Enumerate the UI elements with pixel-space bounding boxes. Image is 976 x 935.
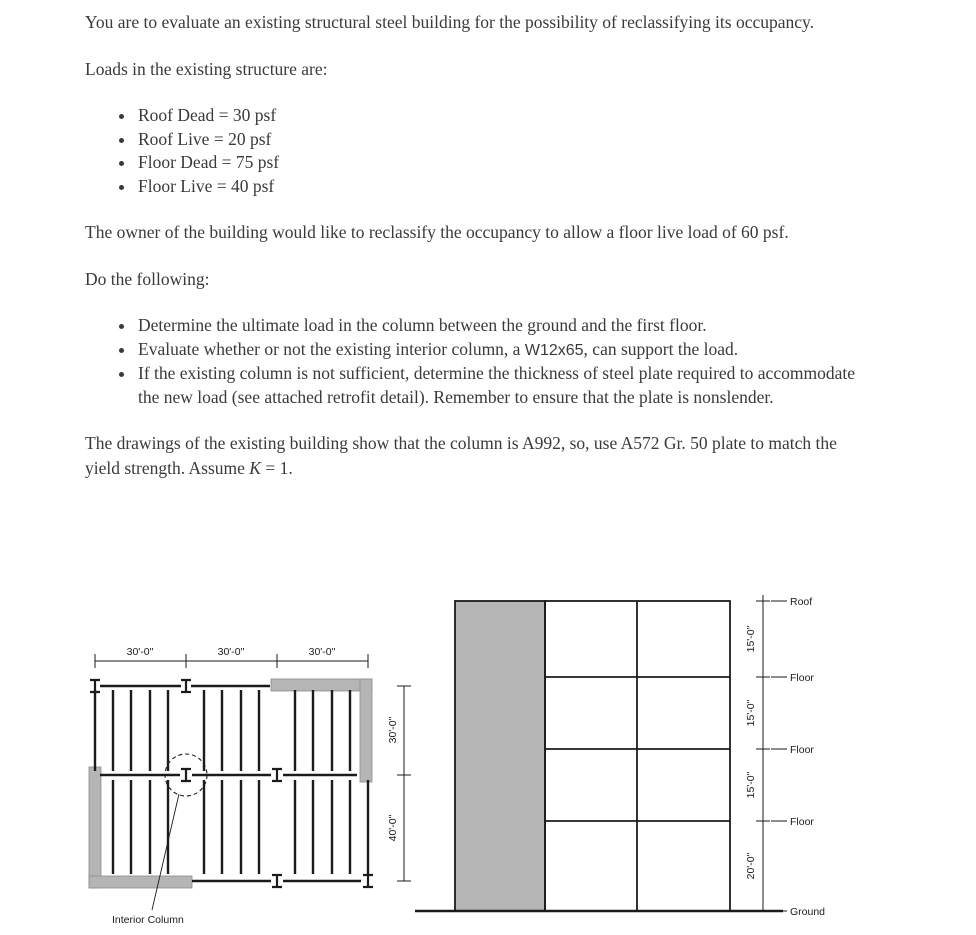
plan-column-symbols (90, 680, 373, 887)
task2-text-pre: Evaluate whether or not the existing interior column, a (138, 338, 525, 359)
owner-paragraph: The owner of the building would like to reclassify the occupancy to allow a floor live load of 60 psf. (85, 222, 789, 242)
plan-dim-label-bay1: 30'-0" (126, 646, 154, 658)
column-symbol (363, 875, 373, 887)
column-symbol (272, 769, 282, 781)
plan-dim-label-bay3: 30'-0" (308, 646, 336, 658)
level-leader-ticks (771, 601, 787, 911)
task-item-ultimate-load: • Determine the ultimate load in the column between the ground and the first floor. (136, 314, 875, 338)
plan-side-dim-label-lower: 40'-0" (387, 814, 399, 842)
column-symbol (181, 680, 191, 692)
plan-side-dimension-lines (397, 686, 411, 881)
plan-beams-upper-bays (95, 690, 350, 771)
story-dim-label-1: 15'-0" (745, 625, 757, 653)
plan-beams-lower-bays (113, 780, 368, 874)
tasks-list (85, 314, 875, 409)
load-item-roof-live: • Roof Live = 20 psf (136, 128, 875, 152)
plan-dim-label-bay2: 30'-0" (217, 646, 245, 658)
loads-list (85, 104, 875, 198)
story-dim-label-4: 20'-0" (745, 852, 757, 880)
k-variable: K (249, 458, 261, 478)
materials-paragraph (85, 431, 875, 481)
level-label-floor-1: Floor (790, 816, 814, 828)
wall-top-right-horizontal (271, 679, 372, 691)
interior-column-symbol (181, 769, 191, 781)
intro-paragraph: You are to evaluate an existing structural steel building for the possibility of reclassifying its occupancy. (85, 12, 815, 32)
drawings-svg (0, 578, 976, 930)
interior-column-leader-line (152, 794, 179, 910)
load-item-roof-dead: • Roof Dead = 30 psf (136, 104, 875, 128)
level-label-floor-2: Floor (790, 744, 814, 756)
column-symbol (90, 680, 100, 692)
level-label-floor-3: Floor (790, 672, 814, 684)
column-designation: W12x65 (524, 341, 584, 359)
task-item-evaluate-column (136, 338, 875, 363)
elevation-dimension-lines (756, 595, 770, 911)
load-item-floor-dead: • Floor Dead = 75 psf (136, 151, 875, 175)
plan-top-dimension-labels (127, 646, 336, 658)
wall-bottom-left-horizontal (89, 876, 192, 888)
level-label-ground: Ground (790, 906, 826, 918)
problem-statement (85, 10, 875, 503)
plan-girders (100, 686, 361, 881)
story-dim-label-2: 15'-0" (745, 699, 757, 727)
p5-text-post: = 1. (260, 458, 293, 478)
elevation-view (415, 595, 825, 918)
wall-bottom-left-vertical (89, 767, 101, 888)
plan-side-dim-label-upper: 30'-0" (387, 716, 399, 744)
interior-column-label: Interior Column (112, 914, 184, 926)
p5-text-pre: The drawings of the existing building show that the column is A992, so, use A572 Gr. 50 plate to match the yield strength. Assume (85, 433, 837, 478)
loads-intro: Loads in the existing structure are: (85, 59, 328, 79)
do-following-intro: Do the following: (85, 269, 210, 289)
load-item-floor-live: • Floor Live = 40 psf (136, 175, 875, 199)
story-dim-label-3: 15'-0" (745, 771, 757, 799)
task-item-plate-thickness: • If the existing column is not sufficient, determine the thickness of steel plate required to accommodate the new load (see attached retrofit detail). Remember to ensure that the plate is nonslender. (136, 362, 875, 409)
elevation-frame-grid (545, 601, 730, 911)
plan-view (89, 646, 411, 926)
elevation-shaded-wall (455, 601, 545, 911)
level-label-roof: Roof (790, 596, 813, 608)
wall-top-right-vertical (360, 679, 372, 782)
figure-area (0, 578, 976, 930)
column-symbol (272, 875, 282, 887)
task2-text-post: , can support the load. (583, 338, 739, 359)
